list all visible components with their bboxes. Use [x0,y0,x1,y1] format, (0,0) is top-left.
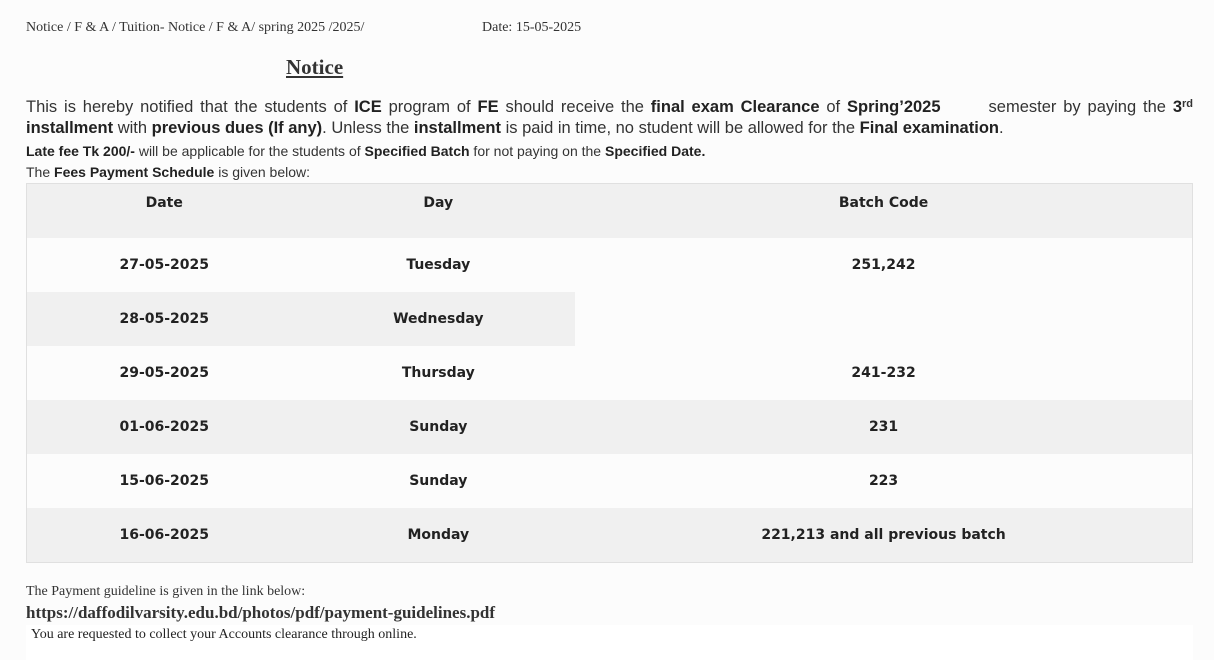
table-header-row [27,184,1193,239]
notice-reference [26,20,582,36]
header-date: Date [27,184,302,239]
cell-date: 27-05-2025 [27,238,302,292]
fees-payment-schedule-table [26,183,1193,563]
cell-batch: 241-232 [575,346,1192,400]
cell-day: Thursday [302,346,576,400]
cell-date: 29-05-2025 [27,346,302,400]
schedule-intro: The Fees Payment Schedule is given below: [26,164,311,180]
table-row [27,238,1193,292]
table-row [27,454,1193,508]
payment-guidelines-link[interactable]: https://daffodilvarsity.edu.bd/photos/pdf/payment-guidelines.pdf [26,603,496,622]
cell-day: Sunday [302,454,576,508]
reference-path: Notice / F & A / Tuition- Notice / F & A/ spring 2025 /2025/ [26,20,365,35]
clearance-note-text: You are requested to collect your Accounts clearance through online. [31,627,417,642]
late-fee-note: Late fee Tk 200/- will be applicable for the students of Specified Batch for not paying on the Specified Date. [26,143,706,159]
table-row [27,508,1193,563]
cell-day: Tuesday [302,238,576,292]
cell-date: 15-06-2025 [27,454,302,508]
cell-batch: 231 [575,400,1192,454]
notice-date: Date: 15-05-2025 [482,20,582,35]
table-row [27,346,1193,400]
cell-day: Sunday [302,400,576,454]
cell-batch: 221,213 and all previous batch [575,508,1192,563]
cell-date: 28-05-2025 [27,292,302,346]
page-title: Notice [286,55,344,79]
header-day: Day [302,184,576,239]
header-batch-code: Batch Code [575,184,1192,239]
cell-day: Monday [302,508,576,563]
cell-date: 16-06-2025 [27,508,302,563]
cell-day: Wednesday [302,292,576,346]
clearance-note [26,625,1193,660]
notice-paragraph: This is hereby notified that the students of ICE program of FE should receive the final exam Clearance of Spring’2025 semester by paying the 3rd installment with previous dues (If any). Unless the installment is paid in time, no student will be allowed for the Final examination. [26,98,1193,137]
cell-batch: 223 [575,454,1192,508]
guideline-text: The Payment guideline is given in the link below: [26,584,306,599]
cell-batch: 251,242 [575,238,1192,292]
table-row [27,292,1193,346]
cell-batch [575,292,1192,346]
table-row [27,400,1193,454]
cell-date: 01-06-2025 [27,400,302,454]
